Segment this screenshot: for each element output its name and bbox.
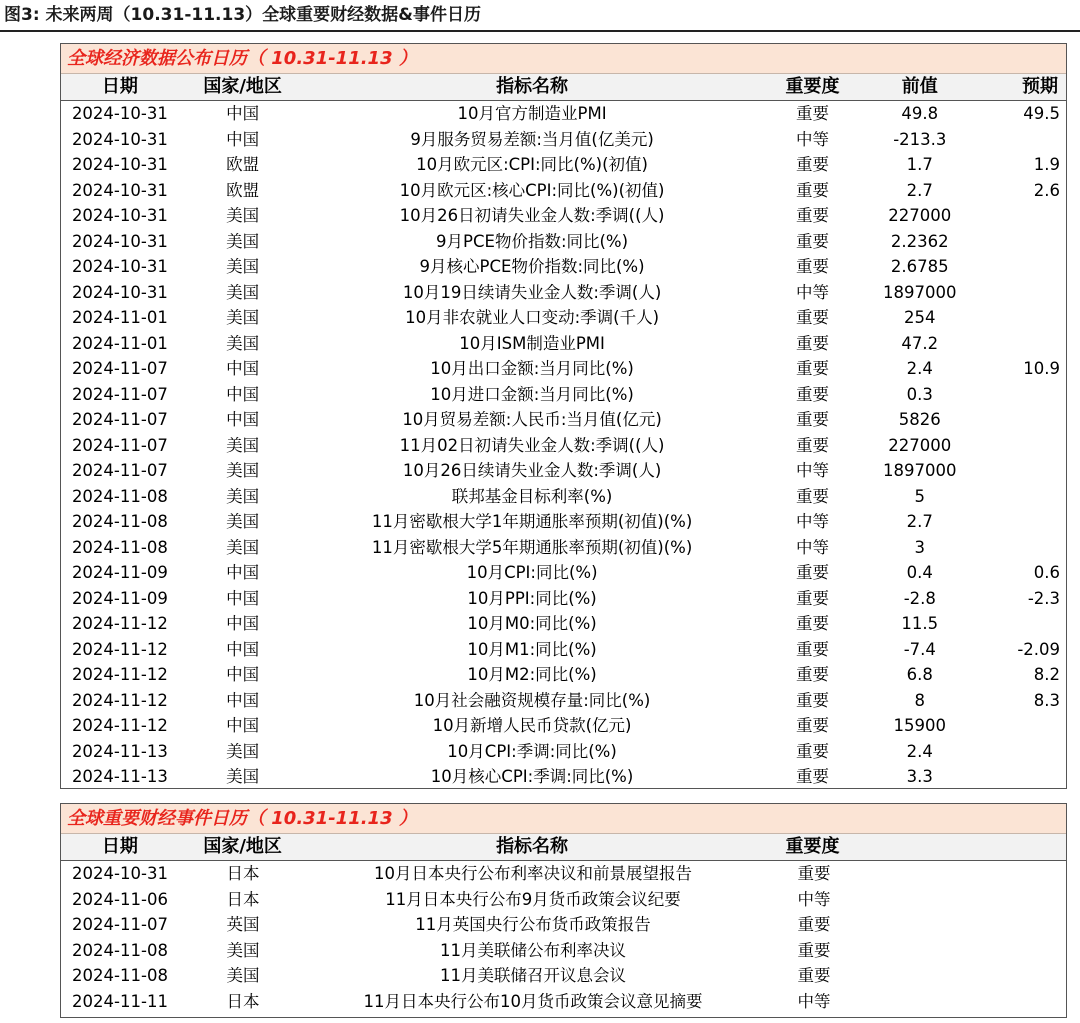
cell-previous: -213.3 [893, 129, 947, 149]
data-calendar-title: 全球经济数据公布日历（ 10.31-11.13 ） [61, 44, 1066, 74]
cell-importance: 中等 [797, 991, 831, 1011]
cell-previous: 1897000 [883, 282, 957, 302]
cell-country: 中国 [226, 614, 260, 633]
cell-importance: 重要 [796, 563, 829, 582]
cell-previous: -7.4 [903, 639, 936, 659]
cell-forecast [972, 433, 1066, 459]
cell-importance: 重要 [796, 231, 829, 251]
cell-forecast: 10.9 [1023, 359, 1061, 378]
table-row [61, 611, 1066, 637]
event-calendar-title: 全球重要财经事件日历（ 10.31-11.13 ） [61, 804, 1066, 834]
cell-importance: 重要 [796, 614, 829, 633]
cell-date: 2024-11-08 [72, 966, 168, 985]
header-blank [867, 834, 972, 860]
cell-date: 2024-10-31 [72, 864, 168, 883]
cell-date: 2024-11-12 [71, 716, 168, 735]
cell-country: 中国 [226, 410, 260, 429]
cell-date: 2024-11-09 [71, 588, 168, 608]
cell-indicator: 11月日本央行公布10月货币政策会议意见摘要 [363, 991, 703, 1011]
table-row [61, 484, 1066, 510]
cell-date: 2024-11-08 [71, 486, 168, 506]
table-row [61, 560, 1066, 586]
cell-importance: 重要 [796, 486, 829, 506]
cell-previous: 2.7 [906, 512, 933, 531]
table-row [61, 662, 1066, 688]
cell-indicator: 10月贸易差额:人民币:当月值(亿元) [402, 410, 662, 429]
cell-previous: 2.7 [906, 180, 933, 200]
cell-importance: 重要 [797, 966, 831, 985]
header-blank [972, 834, 1066, 860]
cell-forecast [972, 535, 1066, 561]
cell-previous: 11.5 [901, 614, 939, 633]
cell-importance: 重要 [796, 359, 829, 378]
cell-date: 2024-10-31 [71, 231, 168, 251]
cell-importance: 中等 [797, 889, 831, 909]
cell-country: 美国 [226, 512, 260, 531]
table-row [61, 331, 1066, 357]
cell-forecast [972, 764, 1066, 790]
cell-country: 欧盟 [226, 155, 260, 174]
cell-importance: 重要 [796, 333, 829, 353]
cell-indicator: 9月PCE物价指数:同比(%) [436, 231, 629, 251]
cell-date: 2024-11-06 [72, 889, 168, 909]
cell-previous: 227000 [888, 435, 952, 455]
cell-forecast [972, 611, 1066, 637]
table-row [61, 382, 1066, 408]
table-row [61, 963, 1066, 989]
cell-indicator: 10月进口金额:当月同比(%) [430, 384, 634, 404]
cell-forecast [972, 331, 1066, 357]
cell-country: 美国 [226, 206, 260, 225]
table-row [61, 535, 1066, 561]
cell-date: 2024-11-01 [71, 333, 168, 353]
cell-forecast [972, 127, 1066, 153]
cell-forecast [972, 254, 1066, 280]
title-divider [0, 30, 1080, 32]
cell-forecast: 49.5 [1023, 104, 1061, 123]
cell-country: 中国 [226, 716, 260, 735]
cell-country: 英国 [226, 915, 260, 934]
cell-previous: 15900 [893, 716, 947, 735]
cell-importance: 重要 [796, 588, 829, 608]
table-row [61, 203, 1066, 229]
cell-country: 中国 [226, 359, 260, 378]
cell-country: 日本 [226, 991, 260, 1011]
cell-indicator: 10月ISM制造业PMI [459, 333, 605, 353]
table-row [61, 101, 1066, 127]
cell-country: 中国 [226, 665, 260, 684]
table-row [61, 912, 1066, 938]
cell-previous: 2.6785 [890, 257, 949, 276]
cell-date: 2024-11-07 [71, 359, 168, 378]
cell-forecast [972, 280, 1066, 306]
table-row [61, 178, 1066, 204]
cell-date: 2024-11-07 [71, 384, 168, 404]
cell-forecast [972, 739, 1066, 765]
cell-country: 美国 [226, 940, 260, 960]
cell-previous: 2.4 [906, 359, 933, 378]
cell-indicator: 11月美联储召开议息会议 [440, 966, 626, 985]
cell-importance: 重要 [796, 716, 829, 735]
table-row [61, 938, 1066, 964]
cell-date: 2024-11-13 [71, 767, 168, 786]
cell-forecast: 8.2 [1033, 665, 1061, 684]
cell-importance: 重要 [797, 915, 831, 934]
cell-previous: 3.3 [906, 767, 933, 786]
cell-previous: 49.8 [901, 104, 939, 123]
cell-importance: 重要 [796, 384, 829, 404]
cell-indicator: 10月PPI:同比(%) [467, 588, 597, 608]
cell-indicator: 10月26日初请失业金人数:季调((人) [399, 206, 665, 225]
cell-importance: 中等 [796, 537, 829, 557]
cell-date: 2024-11-12 [71, 614, 168, 633]
cell-importance: 重要 [796, 155, 829, 174]
cell-country: 美国 [226, 537, 260, 557]
cell-forecast: -2.09 [1017, 639, 1061, 659]
header-indicator: 指标名称 [496, 76, 569, 97]
cell-date: 2024-11-11 [72, 991, 168, 1011]
cell-previous: 227000 [888, 206, 952, 225]
cell-indicator: 10月非农就业人口变动:季调(千人) [405, 308, 660, 327]
cell-importance: 重要 [796, 665, 829, 684]
figure-title: 图3: 未来两周（10.31-11.13）全球重要财经数据&事件日历 [4, 5, 481, 25]
cell-importance: 重要 [796, 308, 829, 327]
cell-date: 2024-11-12 [71, 690, 168, 710]
cell-forecast [972, 305, 1066, 331]
header-country: 国家/地区 [203, 836, 282, 857]
cell-indicator: 11月日本央行公布9月货币政策会议纪要 [385, 889, 681, 909]
table-row [61, 764, 1066, 790]
cell-importance: 重要 [796, 767, 829, 786]
cell-forecast [972, 458, 1066, 484]
cell-importance: 中等 [796, 282, 829, 302]
cell-forecast [972, 484, 1066, 510]
header-country: 国家/地区 [203, 76, 282, 97]
cell-importance: 中等 [796, 129, 829, 149]
cell-forecast [972, 382, 1066, 408]
cell-indicator: 10月出口金额:当月同比(%) [430, 359, 634, 378]
cell-date: 2024-10-31 [71, 257, 168, 276]
cell-country: 中国 [226, 563, 260, 582]
table-row [61, 229, 1066, 255]
cell-forecast [972, 509, 1066, 535]
cell-indicator: 10月新增人民币贷款(亿元) [432, 716, 632, 735]
table-row [61, 407, 1066, 433]
cell-date: 2024-11-13 [71, 741, 168, 761]
cell-previous: 2.2362 [890, 231, 949, 251]
cell-previous: 6.8 [906, 665, 933, 684]
header-indicator: 指标名称 [496, 836, 569, 857]
data-calendar-rows [61, 101, 1066, 790]
cell-forecast [972, 229, 1066, 255]
table-row [61, 305, 1066, 331]
cell-indicator: 10月官方制造业PMI [457, 104, 607, 123]
header-date: 日期 [101, 836, 138, 857]
cell-country: 中国 [226, 129, 260, 149]
cell-date: 2024-11-08 [71, 512, 168, 531]
cell-previous: 1.7 [906, 155, 933, 174]
cell-country: 日本 [226, 889, 260, 909]
header-importance: 重要度 [785, 76, 840, 97]
cell-indicator: 10月M0:同比(%) [467, 614, 597, 633]
cell-previous: 0.3 [906, 384, 933, 404]
cell-previous: 2.4 [906, 741, 933, 761]
cell-date: 2024-10-31 [71, 282, 168, 302]
cell-date: 2024-10-31 [71, 180, 168, 200]
cell-forecast: 0.6 [1033, 563, 1061, 582]
cell-forecast [972, 407, 1066, 433]
event-calendar-header [61, 834, 1066, 861]
table-row [61, 280, 1066, 306]
cell-importance: 重要 [796, 104, 829, 123]
cell-date: 2024-10-31 [71, 155, 168, 174]
cell-indicator: 10月M2:同比(%) [467, 665, 597, 684]
cell-date: 2024-10-31 [71, 104, 168, 123]
event-calendar-rows [61, 861, 1066, 1014]
cell-country: 美国 [226, 767, 260, 786]
table-row [61, 713, 1066, 739]
cell-date: 2024-10-31 [71, 129, 168, 149]
cell-country: 美国 [226, 435, 260, 455]
table-row [61, 637, 1066, 663]
cell-date: 2024-11-08 [71, 537, 168, 557]
cell-indicator: 联邦基金目标利率(%) [451, 486, 613, 506]
cell-importance: 重要 [796, 257, 829, 276]
cell-date: 2024-11-12 [71, 639, 168, 659]
table-row [61, 254, 1066, 280]
cell-indicator: 10月CPI:季调:同比(%) [447, 741, 617, 761]
cell-date: 2024-11-12 [71, 665, 168, 684]
cell-indicator: 11月英国央行公布货币政策报告 [415, 915, 651, 934]
cell-importance: 重要 [796, 639, 829, 659]
cell-importance: 重要 [796, 410, 829, 429]
cell-indicator: 10月欧元区:核心CPI:同比(%)(初值) [399, 180, 665, 200]
data-calendar-panel [60, 43, 1067, 789]
cell-country: 美国 [226, 231, 260, 251]
header-date: 日期 [101, 76, 138, 97]
cell-previous: 254 [904, 308, 936, 327]
cell-previous: 5826 [898, 410, 941, 429]
cell-importance: 重要 [797, 940, 831, 960]
cell-date: 2024-11-08 [72, 940, 168, 960]
cell-indicator: 11月02日初请失业金人数:季调((人) [399, 435, 665, 455]
cell-indicator: 11月密歇根大学5年期通胀率预期(初值)(%) [371, 537, 693, 557]
cell-country: 美国 [226, 966, 260, 985]
table-row [61, 739, 1066, 765]
cell-country: 欧盟 [226, 180, 260, 200]
cell-country: 中国 [226, 104, 260, 123]
cell-indicator: 10月19日续请失业金人数:季调(人) [402, 282, 662, 302]
table-row [61, 861, 1066, 887]
cell-previous: 0.4 [906, 563, 933, 582]
cell-country: 日本 [226, 864, 260, 883]
cell-forecast: 2.6 [1033, 180, 1061, 200]
cell-importance: 重要 [796, 690, 829, 710]
cell-importance: 重要 [796, 435, 829, 455]
table-row [61, 458, 1066, 484]
cell-importance: 重要 [797, 864, 831, 883]
cell-indicator: 10月欧元区:CPI:同比(%)(初值) [416, 155, 648, 174]
cell-country: 美国 [226, 257, 260, 276]
cell-forecast [972, 713, 1066, 739]
cell-importance: 重要 [796, 741, 829, 761]
cell-country: 美国 [226, 461, 260, 480]
cell-country: 美国 [226, 741, 260, 761]
cell-indicator: 9月核心PCE物价指数:同比(%) [419, 257, 645, 276]
cell-previous: 1897000 [883, 461, 957, 480]
cell-indicator: 10月26日续请失业金人数:季调(人) [402, 461, 662, 480]
cell-previous: 3 [914, 537, 926, 557]
data-calendar-header [61, 74, 1066, 101]
cell-importance: 中等 [796, 461, 829, 480]
cell-indicator: 10月M1:同比(%) [467, 639, 597, 659]
table-row [61, 152, 1066, 178]
cell-date: 2024-11-07 [71, 410, 168, 429]
cell-forecast: -2.3 [1027, 588, 1061, 608]
table-row [61, 887, 1066, 913]
cell-indicator: 10月日本央行公布利率决议和前景展望报告 [374, 864, 692, 883]
cell-importance: 重要 [796, 206, 829, 225]
cell-country: 美国 [226, 486, 260, 506]
event-calendar-panel [60, 803, 1067, 1018]
table-row [61, 509, 1066, 535]
cell-importance: 重要 [796, 180, 829, 200]
cell-date: 2024-11-07 [71, 461, 168, 480]
cell-forecast [972, 203, 1066, 229]
cell-country: 美国 [226, 308, 260, 327]
table-row [61, 433, 1066, 459]
cell-country: 中国 [226, 639, 260, 659]
cell-indicator: 10月核心CPI:季调:同比(%) [430, 767, 634, 786]
cell-country: 美国 [226, 282, 260, 302]
cell-indicator: 10月CPI:同比(%) [466, 563, 598, 582]
cell-indicator: 10月社会融资规模存量:同比(%) [413, 690, 651, 710]
table-row [61, 356, 1066, 382]
cell-country: 美国 [226, 333, 260, 353]
table-row [61, 989, 1066, 1015]
cell-date: 2024-11-09 [71, 563, 168, 582]
cell-previous: 5 [914, 486, 926, 506]
cell-indicator: 11月美联储公布利率决议 [440, 940, 626, 960]
header-importance: 重要度 [785, 836, 840, 857]
cell-date: 2024-11-07 [71, 435, 168, 455]
table-row [61, 688, 1066, 714]
header-forecast: 预期 [1022, 76, 1059, 97]
cell-forecast: 1.9 [1033, 155, 1061, 174]
header-previous: 前值 [901, 76, 938, 97]
cell-country: 中国 [226, 690, 260, 710]
cell-previous: 8 [914, 690, 926, 710]
cell-forecast: 8.3 [1033, 690, 1061, 710]
cell-country: 中国 [226, 384, 260, 404]
table-row [61, 586, 1066, 612]
cell-indicator: 9月服务贸易差额:当月值(亿美元) [410, 129, 654, 149]
cell-previous: 47.2 [901, 333, 939, 353]
cell-date: 2024-11-07 [72, 915, 168, 934]
cell-previous: -2.8 [903, 588, 936, 608]
table-row [61, 127, 1066, 153]
cell-importance: 中等 [796, 512, 829, 531]
cell-date: 2024-10-31 [71, 206, 168, 225]
cell-date: 2024-11-01 [71, 308, 168, 327]
cell-country: 中国 [226, 588, 260, 608]
cell-indicator: 11月密歇根大学1年期通胀率预期(初值)(%) [371, 512, 693, 531]
